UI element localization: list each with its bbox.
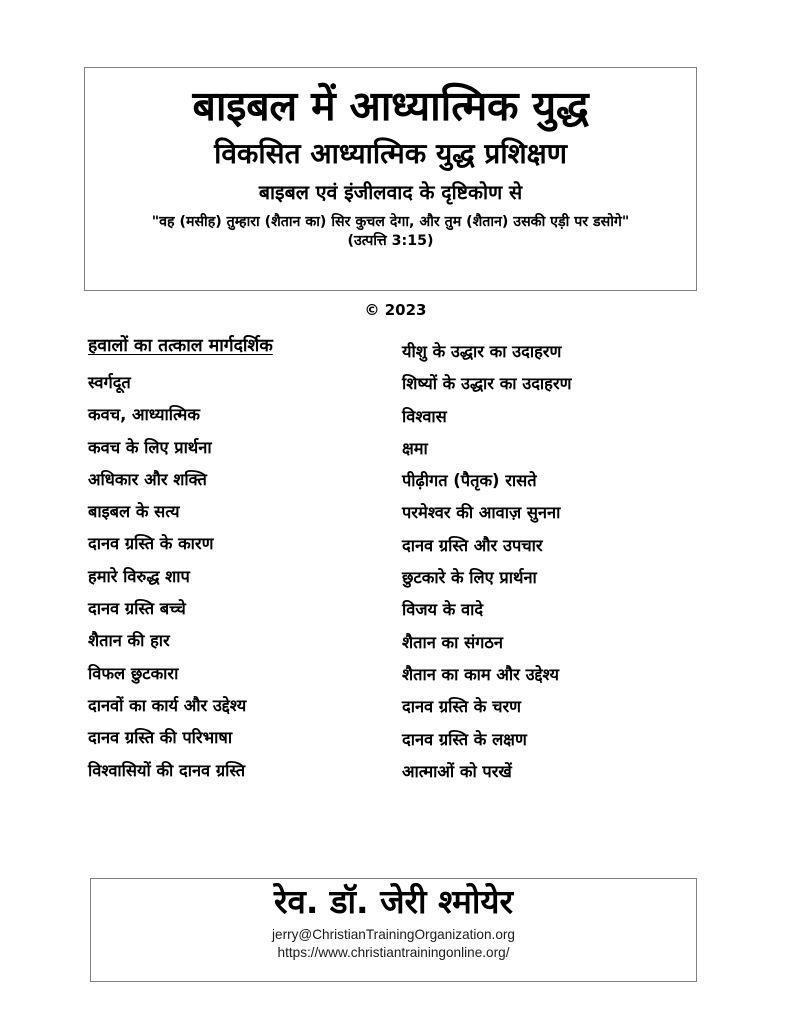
list-item: शिष्यों के उद्धार का उदाहरण <box>402 374 572 394</box>
list-item: शैतान की हार <box>88 631 170 651</box>
document-title: बाइबल में आध्यात्मिक युद्ध <box>192 82 589 130</box>
index-list-right <box>402 336 702 788</box>
list-item: कवच, आध्यात्मिक <box>88 405 200 425</box>
index-list-left <box>88 367 388 787</box>
list-item: यीशु के उद्धार का उदाहरण <box>402 342 562 361</box>
list-item: पीढ़ीगत (पैतृक) रासते <box>402 471 537 491</box>
index-heading: हवालों का तत्काल मार्गदर्शिक <box>88 336 273 356</box>
list-item: स्वर्गदूत <box>88 373 131 392</box>
document-tagline: बाइबल एवं इंजीलवाद के दृष्टिकोण से <box>258 181 523 205</box>
list-item: विश्वासियों की दानव ग्रस्ति <box>88 760 246 780</box>
scripture-quote: "वह (मसीह) तुम्हारा (शैतान का) सिर कुचल देगा, और तुम (शैतान) उसकी एड़ी पर डसोगे" <box>151 213 630 230</box>
list-item: क्षमा <box>402 438 428 458</box>
author-website[interactable]: https://www.christiantrainingonline.org/ <box>277 945 510 961</box>
list-item: दानव ग्रस्ति के चरण <box>402 697 522 717</box>
list-item: छुटकारे के लिए प्रार्थना <box>402 568 537 588</box>
index-column-left <box>88 336 388 787</box>
list-item: विजय के वादे <box>402 600 484 620</box>
index-column-right <box>402 336 702 788</box>
list-item: दानवों का कार्य और उद्देश्य <box>88 695 247 715</box>
copyright-notice: © 2023 <box>364 301 427 319</box>
scripture-reference: (उत्पत्ति 3:15) <box>347 233 434 250</box>
list-item: दानव ग्रस्ति बच्चे <box>88 599 186 619</box>
list-item: बाइबल के सत्य <box>88 502 180 522</box>
list-item: शैतान का संगठन <box>402 632 504 652</box>
list-item: परमेश्वर की आवाज़ सुनना <box>402 503 561 523</box>
list-item: हमारे विरुद्ध शाप <box>88 566 190 586</box>
index-area <box>84 336 697 806</box>
list-item: दानव ग्रस्ति के लक्षण <box>402 729 527 749</box>
list-item: विश्वास <box>402 406 447 426</box>
list-item: दानव ग्रस्ति की परिभाषा <box>88 728 233 748</box>
document-subtitle: विकसित आध्यात्मिक युद्ध प्रशिक्षण <box>214 137 567 171</box>
list-item: अधिकार और शक्ति <box>88 469 207 489</box>
list-item: कवच के लिए प्रार्थना <box>88 437 212 457</box>
author-name: रेव. डॉ. जेरी श्मोयेर <box>273 882 514 921</box>
list-item: दानव ग्रस्ति के कारण <box>88 534 214 554</box>
author-box <box>90 878 697 982</box>
list-item: शैतान का काम और उद्देश्य <box>402 664 559 684</box>
list-item: विफल छुटकारा <box>88 663 179 683</box>
list-item: आत्माओं को परखें <box>402 761 512 781</box>
title-box <box>84 67 697 291</box>
author-email[interactable]: jerry@ChristianTrainingOrganization.org <box>272 926 515 942</box>
list-item: दानव ग्रस्ति और उपचार <box>402 535 543 555</box>
